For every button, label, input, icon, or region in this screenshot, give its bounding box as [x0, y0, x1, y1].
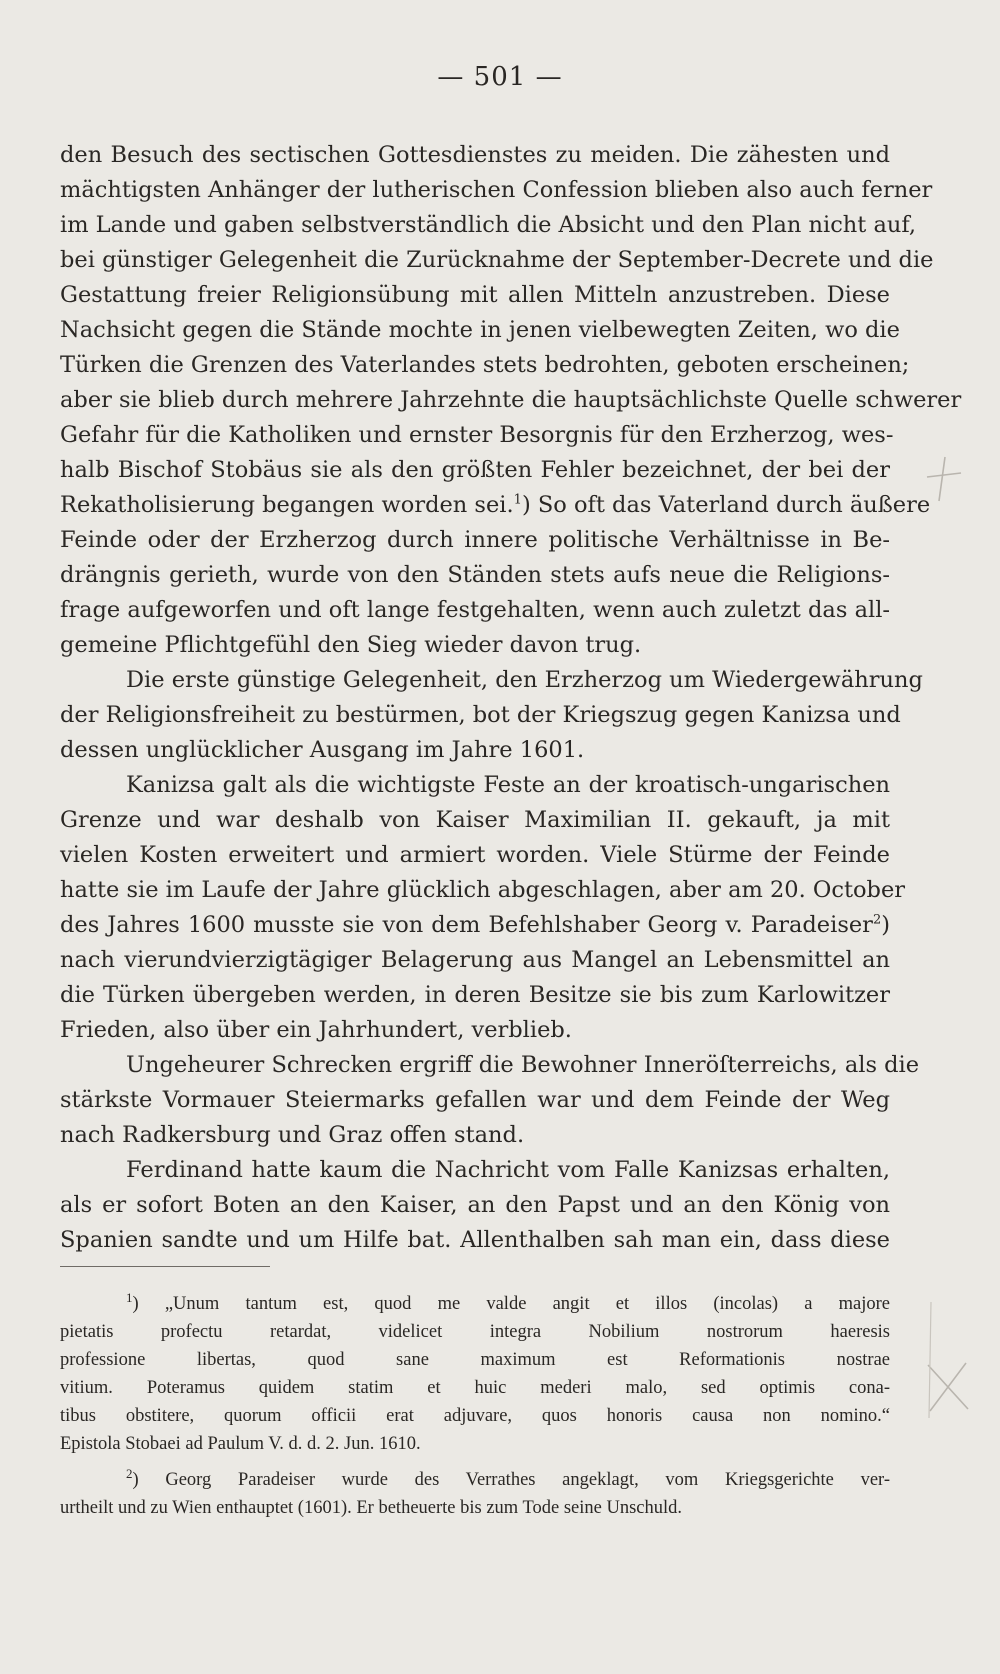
text-line: Türken die Grenzen des Vaterlandes stets bedrohten, geboten erscheinen;: [60, 352, 910, 378]
text-line: der Religionsfreiheit zu bestürmen, bot der Kriegszug gegen Kanizsa und: [60, 702, 901, 728]
text-line: nach vierundvierzigtägiger Belagerung aus Mangel an Lebensmittel an: [60, 947, 890, 973]
text-line: mächtigsten Anhänger der lutherischen Confession blieben also auch ferner: [60, 177, 933, 203]
footnote-divider: [60, 1266, 270, 1267]
footnote-text: Georg Paradeiser wurde des Verrathes angeklagt, vom Kriegsgerichte ver-: [165, 1470, 890, 1490]
text-line: dessen unglücklicher Ausgang im Jahre 1601.: [60, 737, 585, 763]
text-line: frage aufgeworfen und oft lange festgehalten, wenn auch zuletzt das all-: [60, 597, 890, 623]
text-line: drängnis gerieth, wurde von den Ständen stets aufs neue die Religions-: [60, 562, 890, 588]
text-line: Feinde oder der Erzherzog durch innere politische Verhältnisse in Be-: [60, 527, 890, 553]
text-line-segment: des Jahres 1600 musste sie von dem Befehlshaber Georg v. Paradeiser: [60, 912, 873, 938]
page-number: — 501 —: [437, 62, 563, 92]
footnote-marker[interactable]: 2: [872, 912, 882, 928]
footnote-marker: 2: [126, 1465, 133, 1481]
footnote-line: tibus obstitere, quorum officii erat adjuvare, quos honoris causa non nomino.“: [60, 1406, 890, 1426]
footnote-line: Epistola Stobaei ad Paulum V. d. d. 2. Jun. 1610.: [60, 1434, 421, 1454]
text-line: halb Bischof Stobäus sie als den größten Fehler bezeichnet, der bei der: [60, 457, 890, 483]
footnote-line: $^2$) Georg Paradeiser wurde des Verrathes angeklagt, vom Kriegsgerichte ver-: [126, 1465, 890, 1490]
text-line: Nachsicht gegen die Stände mochte in jenen vielbewegten Zeiten, wo die: [60, 317, 900, 343]
pencil-margin-line: [925, 1300, 937, 1420]
text-line: die Türken übergeben werden, in deren Besitze sie bis zum Karlowitzer: [60, 982, 890, 1008]
text-line: Gestattung freier Religionsübung mit allen Mitteln anzustreben. Diese: [60, 282, 890, 308]
pencil-mark-icon: [925, 455, 965, 505]
text-line: Spanien sandte und um Hilfe bat. Allenthalben sah man ein, dass diese: [60, 1227, 890, 1253]
text-line: Kanizsa galt als die wichtigste Feste an der kroatisch-ungarischen: [126, 772, 890, 798]
text-line: Die erste günstige Gelegenheit, den Erzherzog um Wiedergewährung: [126, 667, 923, 693]
footnote-text: „Unum tantum est, quod me valde angit et illos (incolas) a majore: [164, 1294, 890, 1314]
text-line: Ungeheurer Schrecken ergriff die Bewohner Inneröſterreichs, als die: [126, 1052, 920, 1078]
text-line: Ferdinand hatte kaum die Nachricht vom Falle Kanizsas erhalten,: [126, 1157, 890, 1183]
text-line: als er sofort Boten an den Kaiser, an den Papst und an den König von: [60, 1192, 890, 1218]
pencil-mark-icon: [920, 1355, 980, 1420]
text-line: des Jahres 1600 musste sie von dem Befehlshaber Georg v. Paradeiser$^2$): [60, 912, 890, 938]
text-line-segment: Rekatholisierung begangen worden sei.: [60, 492, 514, 518]
text-line: stärkste Vormauer Steiermarks gefallen war und dem Feinde der Weg: [60, 1087, 890, 1113]
text-line: gemeine Pflichtgefühl den Sieg wieder davon trug.: [60, 632, 642, 658]
text-line: den Besuch des sectischen Gottesdienstes zu meiden. Die zähesten und: [60, 142, 890, 168]
text-line: im Lande und gaben selbstverständlich die Absicht und den Plan nicht auf,: [60, 212, 917, 238]
text-line: hatte sie im Laufe der Jahre glücklich abgeschlagen, aber am 20. October: [60, 877, 906, 903]
text-line: vielen Kosten erweitert und armiert worden. Viele Stürme der Feinde: [60, 842, 890, 868]
footnote-line: pietatis profectu retardat, videlicet integra Nobilium nostrorum haeresis: [60, 1322, 890, 1342]
text-line: Gefahr für die Katholiken und ernster Besorgnis für den Erzherzog, wes-: [60, 422, 894, 448]
footnote-marker[interactable]: 1: [513, 492, 522, 508]
text-line: Rekatholisierung begangen worden sei.$^1$) So oft das Vaterland durch äußere: [60, 492, 931, 518]
text-line: Grenze und war deshalb von Kaiser Maximilian II. gekauft, ja mit: [60, 807, 890, 833]
body-text: [60, 138, 962, 1258]
footnote-line: vitium. Poteramus quidem statim et huic mederi malo, sed optimis cona-: [60, 1378, 890, 1398]
text-line: aber sie blieb durch mehrere Jahrzehnte die hauptsächlichste Quelle schwerer: [60, 387, 962, 413]
footnote-line: professione libertas, quod sane maximum est Reformationis nostrae: [60, 1350, 890, 1370]
text-line: nach Radkersburg und Graz offen stand.: [60, 1122, 525, 1148]
footnote-marker: 1: [126, 1289, 133, 1305]
text-line: bei günstiger Gelegenheit die Zurücknahme der September-Decrete und die: [60, 247, 934, 273]
footnote-line: urtheilt und zu Wien enthauptet (1601). Er betheuerte bis zum Tode seine Unschuld.: [60, 1498, 682, 1518]
footnote-line: $^1$) „Unum tantum est, quod me valde angit et illos (incolas) a majore: [126, 1289, 890, 1314]
footnotes: [60, 1290, 890, 1522]
text-line-segment: So oft das Vaterland durch äußere: [537, 492, 931, 518]
text-line: Frieden, also über ein Jahrhundert, verblieb.: [60, 1017, 572, 1043]
